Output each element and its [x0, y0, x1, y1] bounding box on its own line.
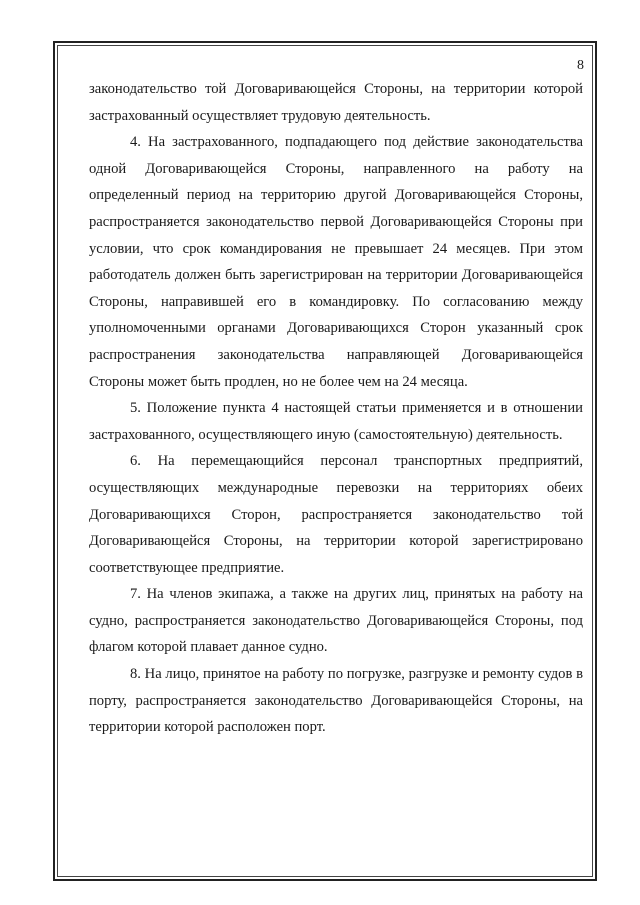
paragraph-item-6: 6. На перемещающийся персонал транспортных предприятий, осуществляющих международные перевозки на территориях обеих Договаривающихся Сторон, распространяется законодательство той Договаривающейся Стороны, на территории которой зарегистрировано соответствующее предприятие. — [89, 453, 583, 576]
paragraph-item-8: 8. На лицо, принятое на работу по погрузке, разгрузке и ремонту судов в порту, распространяется законодательство Договаривающейся Стороны, на территории которой расположен порт. — [89, 666, 583, 736]
paragraph-item-4: 4. На застрахованного, подпадающего под действие законодательства одной Договаривающейся Стороны, направленного на работу на определенный период на территорию другой Договаривающейся Стороны, распространяется законодательство первой Договаривающейся Стороны при условии, что срок командирования не превышает 24 месяцев. При этом работодатель должен быть зарегистрирован на территории Договаривающейся Стороны, направившей его в командировку. По согласованию между уполномоченными органами Договаривающихся Сторон указанный срок распространения законодательства направляющей Договаривающейся Стороны может быть продлен, но не более чем на 24 месяца. — [89, 134, 583, 390]
page-number: 8 — [577, 58, 584, 73]
paragraph-continuation: законодательство той Договаривающейся Стороны, на территории которой застрахованный осуществляет трудовую деятельность. — [89, 81, 583, 124]
paragraph-item-7: 7. На членов экипажа, а также на других лиц, принятых на работу на судно, распространяется законодательство Договаривающейся Стороны, под флагом которой плавает данное судно. — [89, 586, 583, 656]
document-body — [89, 76, 583, 741]
paragraph-item-5: 5. Положение пункта 4 настоящей статьи применяется и в отношении застрахованного, осуществляющего иную (самостоятельную) деятельность. — [89, 400, 583, 443]
